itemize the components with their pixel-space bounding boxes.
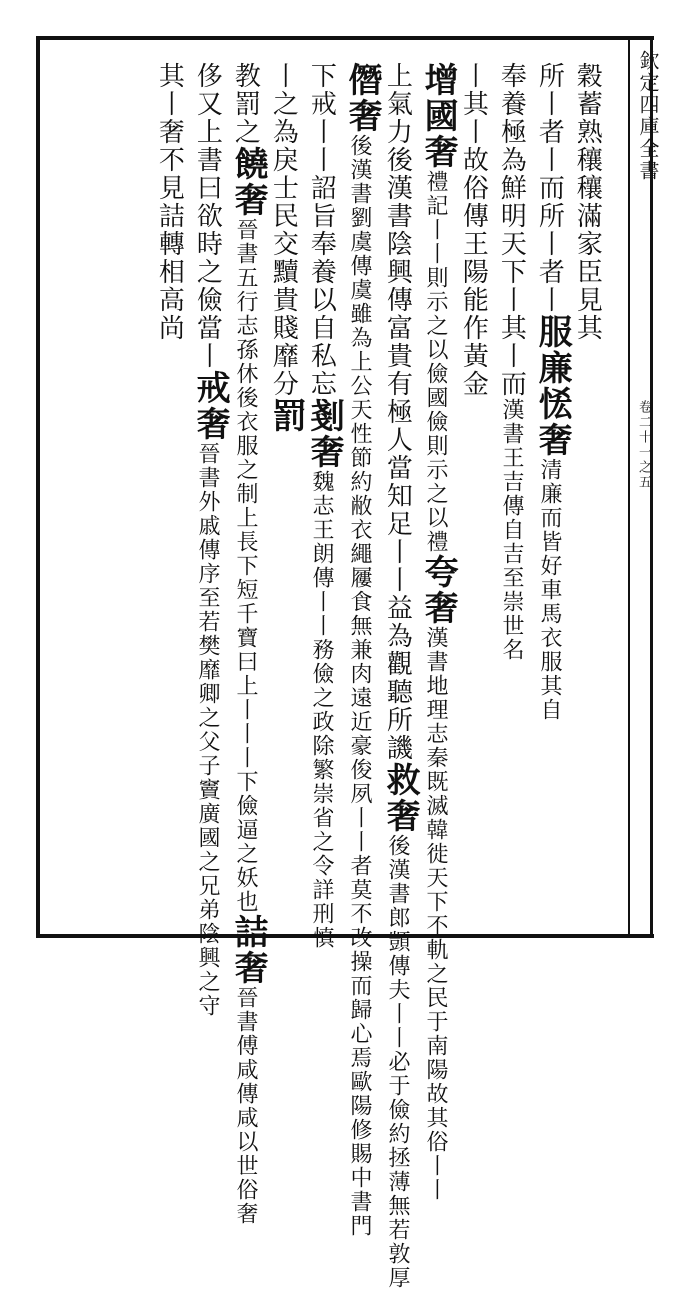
text-column — [304, 62, 345, 950]
body-text: 侈又上書曰欲時之儉當丨 — [192, 62, 223, 370]
text-column — [418, 62, 459, 1202]
annotation-text: 魏志王朗傳丨丨務儉之政除繁崇省之令詳刑慎 — [308, 470, 334, 950]
body-text: 其丨奢不見詰轉相高尚 — [154, 62, 185, 342]
annotation-text: 晉書五行志孫休後衣服之制上長下短千寶曰上丨丨丨下儉逼之妖也 — [232, 218, 258, 914]
entry-heading: 僭奢 — [342, 62, 383, 134]
text-column — [228, 62, 269, 1226]
body-text: 所丨者丨而所丨者丨 — [534, 62, 565, 314]
text-column — [456, 62, 490, 398]
text-column — [152, 62, 186, 342]
body-text: 奉養極為鮮明天下丨其丨而 — [496, 62, 527, 398]
entry-heading: 詰奢 — [228, 914, 269, 986]
fishtail-divider — [628, 36, 630, 938]
annotation-text: 晉書外戚傳序至若樊靡卿之父子竇廣國之兄弟陰興之守 — [194, 442, 220, 1018]
running-header: 欽定四庫全書 — [636, 50, 660, 182]
text-column — [532, 62, 573, 722]
body-text: 丨之為戾士民交黷貴賤靡分 — [268, 62, 299, 398]
annotation-text: 清廉而皆好車馬衣服其自 — [536, 458, 562, 722]
entry-heading: 剗奢 — [304, 398, 345, 470]
body-text: 穀蓄熟穰穰滿家臣見其 — [572, 62, 603, 342]
left-border — [36, 36, 40, 938]
body-text: 丨其丨故俗傳王陽能作黃金 — [458, 62, 489, 398]
annotation-text: 後漢書劉虞傳虞雖為上公天性節約敝衣繩屨食無兼肉遠近豪俊夙丨丨者莫不改操而歸心焉歐陽修賜中書門 — [346, 134, 372, 1238]
entry-heading: 夸奢 — [418, 554, 459, 626]
annotation-text: 禮記丨丨則示之以儉國儉則示之以禮 — [422, 170, 448, 554]
entry-heading: 饒奢 — [228, 146, 269, 218]
text-column — [190, 62, 231, 1018]
annotation-text: 漢書地理志秦既滅韓徙天下不軌之民于南陽故其俗丨丨 — [422, 626, 448, 1202]
entry-heading: 戒奢 — [190, 370, 231, 442]
body-text: 上氣力後漢書陰興傳富貴有極人當知足丨丨益為觀聽所譏 — [382, 62, 413, 762]
text-column — [570, 62, 604, 342]
chapter-label: 卷二十一之五 — [636, 400, 651, 490]
text-column — [380, 62, 421, 1290]
body-text: 下戒丨丨詔旨奉養以自私忘 — [306, 62, 337, 398]
text-column — [342, 62, 383, 1238]
text-column — [494, 62, 528, 662]
text-column — [266, 62, 307, 434]
body-text: 教罰之 — [230, 62, 261, 146]
entry-heading: 罰 — [266, 398, 307, 434]
annotation-text: 後漢書郎顗傳夫丨丨必于儉約拯薄無若敦厚 — [384, 834, 410, 1290]
entry-heading: 增國奢 — [418, 62, 459, 170]
annotation-text: 晉書傅咸傳咸以世俗奢 — [232, 986, 258, 1226]
entry-heading: 服廉恡奢 — [532, 314, 573, 458]
annotation-text: 漢書王吉傳自吉至崇世名 — [498, 398, 524, 662]
top-border — [36, 36, 654, 40]
entry-heading: 救奢 — [380, 762, 421, 834]
